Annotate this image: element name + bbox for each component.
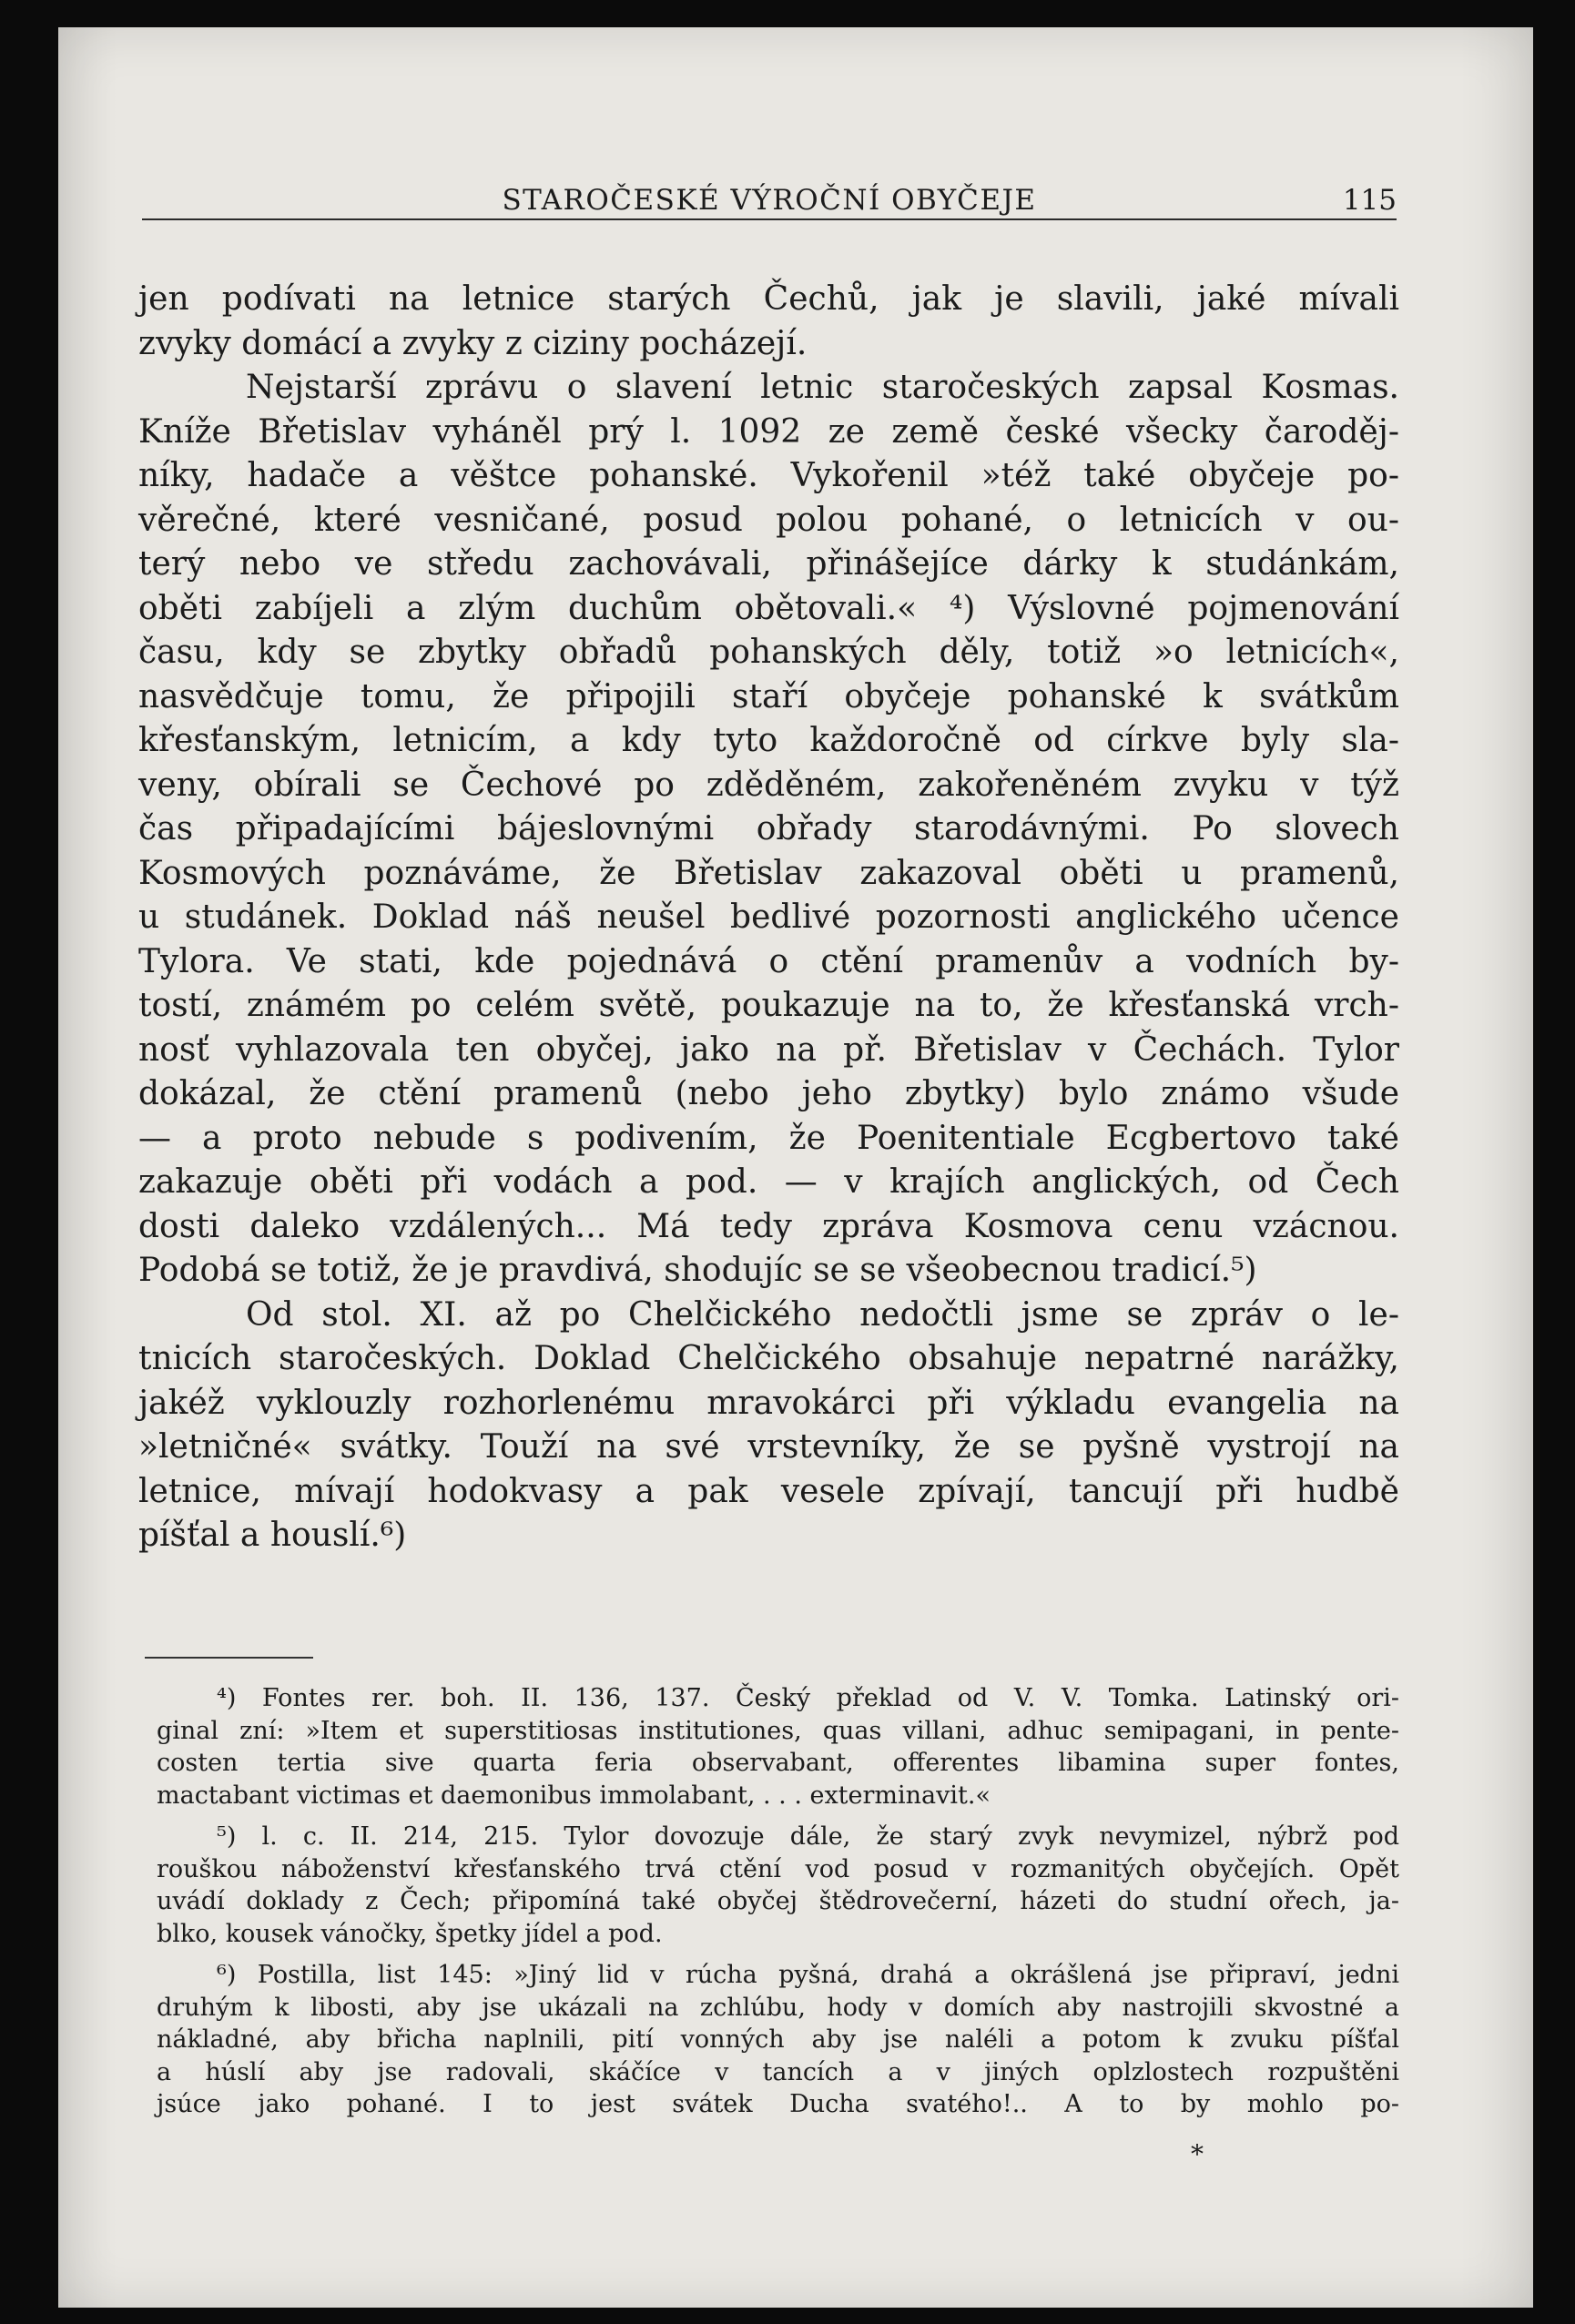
text-line: čas připadajícími bájeslovnými obřady starodávnými. Po slovech — [138, 810, 1399, 847]
text-line: zakazuje oběti při vodách a pod. — v krajích anglických, od Čech — [138, 1163, 1399, 1201]
text-line: Od stol. XI. až po Chelčického nedočtli jsme se zpráv o le- — [246, 1295, 1399, 1334]
footnote-line: ⁵) l. c. II. 214, 215. Tylor dovozuje dále, že starý zvyk nevymizel, nýbrž pod — [217, 1822, 1399, 1851]
page-header — [142, 164, 1397, 220]
footnote-line: a húslí aby jse radovali, skáčíce v tancích a v jiných oplzlostech rozpuštěni — [157, 2057, 1399, 2086]
text-line: veny, obírali se Čechové po zděděném, zakořeněném zvyku v týž — [138, 766, 1399, 804]
text-line: »letničné« svátky. Touží na své vrstevníky, že se pyšně vystrojí na — [138, 1428, 1399, 1466]
footnote-line: ginal zní: »Item et superstitiosas institutiones, quas villani, adhuc semipagani, in pente- — [157, 1716, 1399, 1745]
text-line: Podobá se totiž, že je pravdivá, shodujíc se se všeobecnou tradicí.⁵) — [138, 1252, 1257, 1289]
text-line: terý nebo ve středu zachovávali, přinášejíce dárky k studánkám, — [138, 545, 1399, 583]
signature-mark: * — [1191, 2139, 1204, 2169]
text-line: jen podívati na letnice starých Čechů, jak je slavili, jaké mívali — [138, 280, 1399, 318]
text-line: času, kdy se zbytky obřadů pohanských děly, totiž »o letnicích«, — [138, 634, 1399, 671]
footnote-line: blko, kousek vánočky, špetky jídel a pod. — [157, 1919, 663, 1948]
text-line: níky, hadače a věštce pohanské. Vykořenil »též také obyčeje po- — [138, 457, 1399, 494]
text-line: Kníže Břetislav vyháněl prý l. 1092 ze země české všecky čaroděj- — [138, 412, 1399, 451]
text-line: nosť vyhlazovala ten obyčej, jako na př. Břetislav v Čechách. Tylor — [138, 1030, 1399, 1069]
footnote-line: rouškou náboženství křesťanského trvá ctění vod posud v rozmanitých obyčejích. Opět — [157, 1854, 1399, 1883]
body-text — [138, 278, 1399, 1558]
text-line: tostí, známém po celém světě, poukazuje na to, že křesťanská vrch- — [138, 987, 1399, 1024]
footnote-line: druhým k libosti, aby jse ukázali na zchlúbu, hody v domích aby nastrojili skvostné a — [157, 1993, 1399, 2022]
footnote-line: costen tertia sive quarta feria observabant, offerentes libamina super fontes, — [157, 1749, 1399, 1777]
page-number: 115 — [1342, 184, 1397, 217]
text-line: zvyky domácí a zvyky z ciziny pocházejí. — [138, 324, 808, 362]
text-line: píšťal a houslí.⁶) — [138, 1517, 407, 1554]
text-line: Tylora. Ve stati, kde pojednává o ctění pramenův a vodních by- — [138, 942, 1399, 980]
text-line: Nejstarší zprávu o slavení letnic staročeských zapsal Kosmas. — [246, 369, 1399, 406]
text-line: letnice, mívají hodokvasy a pak vesele zpívají, tancují při hudbě — [138, 1472, 1399, 1510]
footnote-line: uvádí doklady z Čech; připomíná také obyčej štědrovečerní, házeti do studní ořech, ja- — [157, 1887, 1399, 1915]
footnote-line: ⁶) Postilla, list 145: »Jiný lid v rúcha pyšná, drahá a okrášlená jse připraví, jedni — [217, 1961, 1399, 1989]
text-line: Kosmových poznáváme, že Břetislav zakazoval oběti u pramenů, — [138, 854, 1399, 892]
running-head: STAROČESKÉ VÝROČNÍ OBYČEJE — [502, 184, 1037, 217]
text-line: — a proto nebude s podivením, že Poenitentiale Ecgbertovo také — [138, 1119, 1399, 1157]
footnotes — [157, 1682, 1399, 2121]
text-line: oběti zabíjeli a zlým duchům obětovali.« ⁴) Výslovné pojmenování — [138, 589, 1399, 627]
footnote-line: jsúce jako pohané. I to jest svátek Ducha svatého!.. A to by mohlo po- — [157, 2090, 1399, 2118]
footnote-line: ⁴) Fontes rer. boh. II. 136, 137. Český překlad od V. V. Tomka. Latinský ori- — [217, 1684, 1399, 1712]
text-line: věrečné, které vesničané, posud polou pohané, o letnicích v ou- — [138, 501, 1399, 539]
text-line: tnicích staročeských. Doklad Chelčického obsahuje nepatrné narážky, — [138, 1340, 1399, 1377]
text-line: křesťanským, letnicím, a kdy tyto každoročně od církve byly sla- — [138, 722, 1399, 759]
text-line: jakéž vyklouzly rozhorlenému mravokárci při výkladu evangelia na — [138, 1384, 1399, 1422]
text-line: nasvědčuje tomu, že připojili staří obyčeje pohanské k svátkům — [138, 677, 1399, 715]
text-line: u studánek. Doklad náš neušel bedlivé pozornosti anglického učence — [138, 898, 1399, 936]
text-line: dosti daleko vzdálených... Má tedy zpráva Kosmova cenu vzácnou. — [138, 1207, 1399, 1245]
text-line: dokázal, že ctění pramenů (nebo jeho zbytky) bylo známo všude — [138, 1075, 1399, 1112]
footnote-line: nákladné, aby břicha naplnili, pití vonných aby jse naléli a potom k zvuku píšťal — [157, 2025, 1399, 2054]
footnote-line: mactabant victimas et daemonibus immolabant, . . . exterminavit.« — [157, 1781, 991, 1810]
footnote-divider — [145, 1657, 313, 1659]
book-page — [58, 27, 1533, 2308]
